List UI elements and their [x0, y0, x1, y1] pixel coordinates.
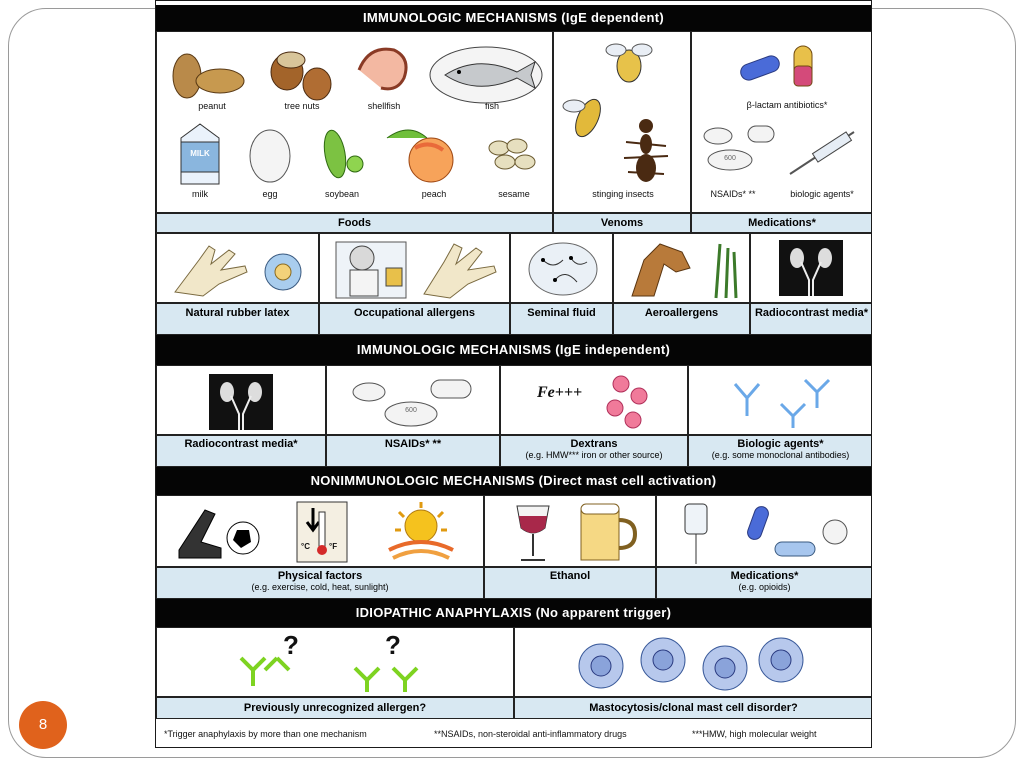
caption-medications-opioids	[656, 567, 872, 599]
question-mark-2: ?	[385, 630, 401, 660]
caption-physical-factors	[156, 567, 484, 599]
footnote-2: **NSAIDs, non-steroidal anti-inflammatory drugs	[434, 729, 627, 739]
kidney-xray-icon-2	[209, 374, 273, 430]
med-label-beta-lactam: β-lactam antibiotics*	[746, 100, 828, 110]
iron-fe-text: Fe+++	[537, 384, 583, 401]
fire-ant-icon	[616, 112, 676, 186]
opioid-pills-icon	[741, 502, 867, 562]
soccer-exercise-icon	[175, 502, 261, 562]
caption-biologic-main: Biologic agents*	[737, 438, 824, 450]
antibodies-icon	[725, 374, 845, 430]
caption-natural-rubber-latex: Natural rubber latex	[156, 303, 319, 335]
shrimp-icon	[349, 40, 419, 100]
caption-aeroallergens: Aeroallergens	[613, 303, 750, 335]
caption-radiocontrast-main: Radiocontrast media*	[184, 438, 298, 450]
caption-physical-sub: (e.g. exercise, cold, heat, sunlight)	[251, 582, 389, 592]
bee-icon	[604, 38, 654, 84]
syringe-icon	[784, 124, 864, 180]
food-label-sesame: sesame	[498, 189, 530, 199]
thermo-fahrenheit-text: °F	[329, 542, 338, 551]
food-label-fish: fish	[484, 101, 499, 111]
caption-ethanol	[484, 567, 656, 599]
caption-dextrans	[500, 435, 688, 467]
caption-dextrans-main: Dextrans	[570, 438, 618, 450]
venoms-panel	[553, 31, 691, 213]
sperm-cells-icon	[525, 240, 601, 298]
horse-icon	[624, 238, 696, 300]
caption-ethanol-main: Ethanol	[549, 570, 591, 582]
caption-venoms: Venoms	[553, 213, 691, 233]
beekeeper-icon	[330, 238, 412, 300]
biologic-panel	[688, 365, 872, 435]
milk-carton-text: MILK	[190, 149, 210, 158]
peach-icon	[379, 118, 469, 184]
venom-label-stinging-insects: stinging insects	[592, 189, 654, 199]
nsaids-panel	[326, 365, 500, 435]
food-label-egg: egg	[262, 189, 278, 199]
food-label-shellfish: shellfish	[367, 101, 401, 111]
footnote-3: ***HMW, high molecular weight	[692, 729, 817, 739]
caption-biologic-agents	[688, 435, 872, 467]
caption-foods: Foods	[156, 213, 553, 233]
mastocytosis-panel	[514, 627, 872, 697]
caption-biologic-sub: (e.g. some monoclonal antibodies)	[711, 450, 850, 460]
medications-panel-direct	[656, 495, 872, 567]
sesame-icon	[485, 132, 541, 176]
sun-icon	[379, 500, 463, 564]
aeroallergens-panel	[613, 233, 750, 303]
occupational-panel	[319, 233, 510, 303]
caption-physical-main: Physical factors	[277, 570, 363, 582]
kidney-xray-icon	[779, 240, 843, 296]
unrecognized-allergen-panel	[156, 627, 514, 697]
caption-previously-unrecognized: Previously unrecognized allergen?	[156, 697, 514, 719]
latex-glove-icon	[169, 240, 257, 298]
anaphylaxis-triggers-figure	[155, 0, 872, 748]
egg-icon	[247, 124, 293, 184]
radiocontrast-panel-nonige	[156, 365, 326, 435]
caption-radiocontrast-media: Radiocontrast media*	[750, 303, 872, 335]
mast-cells-icon	[571, 634, 811, 694]
food-label-milk: milk	[192, 189, 208, 199]
latex-panel	[156, 233, 319, 303]
nsaid-tablet-600-text: 600	[405, 407, 417, 414]
food-label-tree-nuts: tree nuts	[284, 101, 320, 111]
tablet-600-text: 600	[724, 155, 736, 162]
capsule-pills-icon	[736, 40, 826, 90]
caption-seminal-fluid: Seminal fluid	[510, 303, 613, 335]
page-number-badge: 8	[19, 701, 67, 749]
footnote-1: *Trigger anaphylaxis by more than one mechanism	[164, 729, 367, 739]
seminal-fluid-panel	[510, 233, 613, 303]
med-label-nsaids: NSAIDs* **	[710, 189, 756, 199]
caption-nsaids-main: NSAIDs* **	[384, 438, 442, 450]
caption-medications-sub: (e.g. opioids)	[738, 582, 791, 592]
section-header-ige-independent: IMMUNOLOGIC MECHANISMS (IgE independent)	[156, 335, 871, 365]
food-label-soybean: soybean	[324, 189, 360, 199]
radiocontrast-panel-ige	[750, 233, 872, 303]
ethanol-panel	[484, 495, 656, 567]
tree-nuts-icon	[267, 46, 339, 106]
question-mark-1: ?	[283, 630, 299, 660]
caption-medications: Medications*	[691, 213, 872, 233]
red-blood-cells-icon	[601, 374, 661, 430]
caption-radiocontrast-media-nonige	[156, 435, 326, 467]
thermo-celsius-text: °C	[301, 542, 310, 551]
beer-mug-icon	[577, 500, 639, 564]
caption-mastocytosis: Mastocytosis/clonal mast cell disorder?	[514, 697, 872, 719]
soybean-icon	[317, 124, 367, 184]
foods-panel	[156, 31, 553, 213]
wasp-icon	[562, 88, 616, 144]
iv-bag-icon	[679, 500, 713, 564]
food-label-peach: peach	[421, 189, 447, 199]
section-header-nonimmunologic: NONIMMUNOLOGIC MECHANISMS (Direct mast cell activation)	[156, 467, 871, 495]
peanut-icon	[165, 46, 255, 106]
caption-medications-main: Medications*	[730, 570, 799, 582]
wine-glass-icon	[513, 502, 553, 564]
section-header-ige-dependent: IMMUNOLOGIC MECHANISMS (IgE dependent)	[156, 5, 871, 31]
pacifier-icon	[253, 246, 313, 296]
physical-factors-panel	[156, 495, 484, 567]
medications-panel-ige	[691, 31, 872, 213]
work-glove-icon	[420, 240, 506, 298]
tablets-icon	[700, 124, 780, 174]
section-header-idiopathic: IDIOPATHIC ANAPHYLAXIS (No apparent trigger)	[156, 599, 871, 627]
nsaid-tablets-icon	[349, 374, 479, 430]
caption-occupational-allergens: Occupational allergens	[319, 303, 510, 335]
food-label-peanut: peanut	[198, 101, 226, 111]
grass-icon	[706, 238, 746, 300]
thermometer-icon	[295, 500, 349, 564]
dextrans-panel	[500, 365, 688, 435]
fish-icon	[427, 44, 545, 106]
caption-nsaids-nonige	[326, 435, 500, 467]
caption-dextrans-sub: (e.g. HMW*** iron or other source)	[525, 450, 663, 460]
green-antibodies-icon	[235, 640, 435, 692]
med-label-biologic-agents: biologic agents*	[790, 189, 854, 199]
